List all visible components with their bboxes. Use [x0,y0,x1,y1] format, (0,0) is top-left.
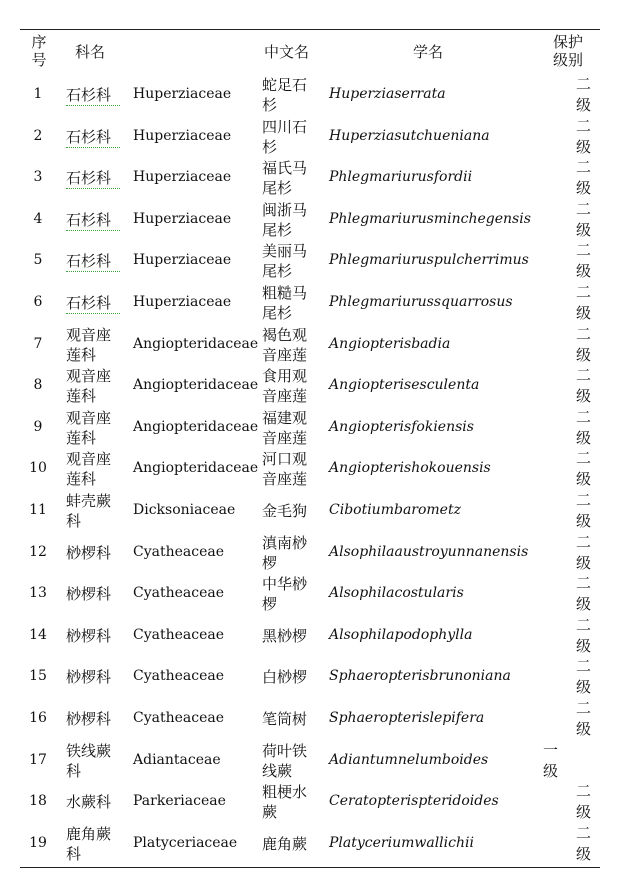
protection-level [576,282,594,324]
protection-level-line: 二 [576,407,592,426]
protection-level-line: 级 [576,96,592,114]
family-latin: Huperziaceae [133,252,232,269]
chinese-name: 闽浙马尾杉 [262,200,308,239]
chinese-name: 粗糙马尾杉 [262,284,308,322]
row-number: 2 [33,127,43,144]
protection-level-line: 二 [576,199,592,218]
table-row [0,240,635,282]
chinese-name: 福氏马尾杉 [262,159,308,198]
scientific-name: Sphaeropterislepifera [329,710,485,726]
protection-level-line: 二 [576,449,592,468]
scientific-name: Phlegmariurussquarrosus [329,294,513,310]
header-scientific-name: 学名 [413,43,444,61]
protection-level-line: 二 [576,116,592,135]
protection-level-line: 二 [576,657,592,676]
family-latin: Huperziaceae [133,127,232,144]
scientific-name: Angiopterisfokiensis [329,418,474,435]
chinese-name: 笔筒树 [262,710,308,728]
protection-level-line: 级 [576,678,592,697]
protection-level-line: 二 [576,283,592,301]
row-number: 10 [29,460,47,477]
chinese-name: 食用观音座莲 [262,367,308,406]
family-latin: Angiopteridaceae [133,377,259,394]
protection-level [576,698,594,740]
family-chinese: 桫椤科 [66,710,112,728]
protection-level [576,615,594,657]
row-number: 3 [33,169,43,186]
family-latin: Angiopteridaceae [133,460,259,477]
header-no-line2: 号 [31,51,47,69]
table-row [0,157,635,199]
table-row [0,448,635,490]
chinese-name: 黑桫椤 [262,626,308,645]
protection-level-line: 二 [576,823,592,842]
table-row [0,282,635,324]
chinese-name: 福建观音座莲 [262,408,308,447]
chinese-name: 中华桫椤 [262,575,308,614]
chinese-name: 蛇足石杉 [262,76,308,114]
protection-level-line: 级 [576,595,592,614]
table-bottom-rule [20,867,600,868]
header-no [28,33,50,69]
protection-level-line: 级 [576,844,592,863]
family-chinese: 鹿角蕨科 [66,824,112,863]
protection-level-line: 二 [576,782,592,801]
protection-level [576,407,594,449]
table-row [0,365,635,407]
chinese-name: 美丽马尾杉 [262,242,308,281]
chinese-name: 四川石杉 [262,117,308,156]
row-number: 15 [29,668,47,685]
scientific-name: Adiantumnelumboides [329,751,489,768]
family-chinese: 石杉科 [66,251,120,272]
scientific-name: Ceratopterispteridoides [329,793,499,810]
protection-level [576,532,594,574]
row-number: 11 [29,502,47,518]
family-latin: Huperziaceae [133,169,232,186]
protection-level [576,490,594,532]
row-number: 4 [33,210,43,227]
family-latin: Huperziaceae [133,210,232,227]
protection-level [576,823,594,865]
family-chinese: 水蕨科 [66,793,112,812]
family-latin: Cyatheaceae [133,710,224,726]
protection-level-line: 级 [576,137,592,156]
row-number: 19 [29,834,47,851]
protection-level-line: 级 [576,428,592,447]
chinese-name: 鹿角蕨 [262,834,308,853]
protection-level-line: 二 [576,699,592,717]
protection-level-line: 二 [576,158,592,177]
header-family: 科名 [75,43,106,61]
family-latin: Angiopteridaceae [133,335,259,352]
protection-level-line: 二 [576,615,592,634]
protection-level-line: 级 [576,636,592,655]
family-latin: Cyatheaceae [133,668,224,685]
chinese-name: 白桫椤 [262,668,308,687]
family-chinese: 石杉科 [66,168,120,189]
row-number: 6 [33,294,43,310]
protection-level-line: 级 [576,345,592,364]
scientific-name: Alsophilapodophylla [329,626,473,643]
protection-level-line: 级 [543,761,559,780]
header-level-line2: 级别 [553,51,584,69]
table-row [0,573,635,615]
scientific-name: Phlegmariuruspulcherrimus [329,252,529,269]
protection-level [576,448,594,490]
family-chinese: 桫椤科 [66,626,112,645]
protection-level-line: 级 [576,720,592,738]
protection-level [576,240,594,282]
table-row [0,407,635,449]
chinese-name: 褐色观音座莲 [262,325,308,364]
row-number: 1 [33,86,43,102]
protection-level-line: 级 [576,262,592,281]
row-number: 16 [29,710,47,726]
protection-level-line: 级 [576,512,592,530]
scientific-name: Angiopterisesculenta [329,377,480,394]
protection-level [576,365,594,407]
protection-level-line: 级 [576,470,592,489]
table-row [0,532,635,574]
family-latin: Huperziaceae [133,86,232,102]
protection-level-line: 级 [576,304,592,322]
row-number: 13 [29,585,47,602]
protection-level [576,157,594,199]
protection-level-line: 级 [576,387,592,406]
table-row [0,116,635,158]
protection-level [543,740,561,782]
scientific-name: Alsophilaaustroyunnanensis [329,543,529,560]
header-no-line1: 序 [31,33,47,51]
protection-level-line: 级 [576,179,592,198]
chinese-name: 荷叶铁线蕨 [262,741,308,780]
family-chinese: 石杉科 [66,293,120,314]
header-level-line1: 保护 [553,33,584,51]
row-number: 14 [29,626,47,643]
protection-level-line: 二 [576,366,592,385]
family-chinese: 桫椤科 [66,543,112,562]
table-row [0,324,635,366]
family-latin: Dicksoniaceae [133,502,236,518]
protection-level-line: 级 [576,220,592,239]
protection-level [576,116,594,158]
chinese-name: 粗梗水蕨 [262,783,308,822]
row-number: 7 [33,335,43,352]
family-latin: Angiopteridaceae [133,418,259,435]
protection-level-line: 一 [543,740,559,759]
protection-level-line: 级 [576,803,592,822]
row-number: 9 [33,418,43,435]
family-chinese: 桫椤科 [66,585,112,604]
row-number: 8 [33,377,43,394]
family-latin: Cyatheaceae [133,543,224,560]
family-chinese: 石杉科 [66,127,120,148]
table-top-rule [20,29,600,30]
header-chinese-name: 中文名 [264,43,310,61]
table-row [0,823,635,865]
scientific-name: Alsophilacostularis [329,585,464,602]
family-chinese: 观音座莲科 [66,408,112,447]
chinese-name: 滇南桫椤 [262,533,308,572]
family-chinese: 桫椤科 [66,668,112,687]
scientific-name: Angiopterishokouensis [329,460,491,477]
header-level [553,33,589,69]
table-row [0,740,635,782]
family-chinese: 蚌壳蕨科 [66,492,112,530]
family-chinese: 石杉科 [66,85,120,106]
row-number: 5 [33,252,43,269]
table-row [0,698,635,740]
table-row [0,781,635,823]
protection-level [576,199,594,241]
scientific-name: Cibotiumbarometz [329,502,461,518]
protection-level-line: 二 [576,241,592,260]
row-number: 17 [29,751,47,768]
family-chinese: 观音座莲科 [66,325,112,364]
family-latin: Huperziaceae [133,294,232,310]
table-row [0,656,635,698]
family-latin: Adiantaceae [133,751,221,768]
protection-level [576,573,594,615]
family-latin: Cyatheaceae [133,585,224,602]
row-number: 12 [29,543,47,560]
scientific-name: Platyceriumwallichii [329,834,474,851]
table-row [0,490,635,532]
family-chinese: 观音座莲科 [66,367,112,406]
protection-level [576,74,594,116]
table-row [0,74,635,116]
family-latin: Cyatheaceae [133,626,224,643]
chinese-name: 金毛狗 [262,502,308,520]
scientific-name: Huperziaserrata [329,86,446,102]
protection-level [576,656,594,698]
scientific-name: Angiopterisbadia [329,335,451,352]
protection-level-line: 二 [576,532,592,551]
chinese-name: 河口观音座莲 [262,450,308,489]
family-chinese: 铁线蕨科 [66,741,112,780]
scientific-name: Sphaeropterisbrunoniana [329,668,511,685]
protection-level [576,781,594,823]
scientific-name: Huperziasutchueniana [329,127,490,144]
table-row [0,199,635,241]
protection-level-line: 级 [576,553,592,572]
protection-level-line: 二 [576,324,592,343]
protection-level-line: 二 [576,574,592,593]
family-latin: Parkeriaceae [133,793,226,810]
protection-level-line: 二 [576,75,592,93]
scientific-name: Phlegmariurusfordii [329,169,473,186]
protection-level [576,324,594,366]
row-number: 18 [29,793,47,810]
table-row [0,615,635,657]
family-chinese: 石杉科 [66,210,120,231]
scientific-name: Phlegmariurusminchegensis [329,210,531,227]
protection-level-line: 二 [576,491,592,509]
family-chinese: 观音座莲科 [66,450,112,489]
family-latin: Platyceriaceae [133,834,238,851]
